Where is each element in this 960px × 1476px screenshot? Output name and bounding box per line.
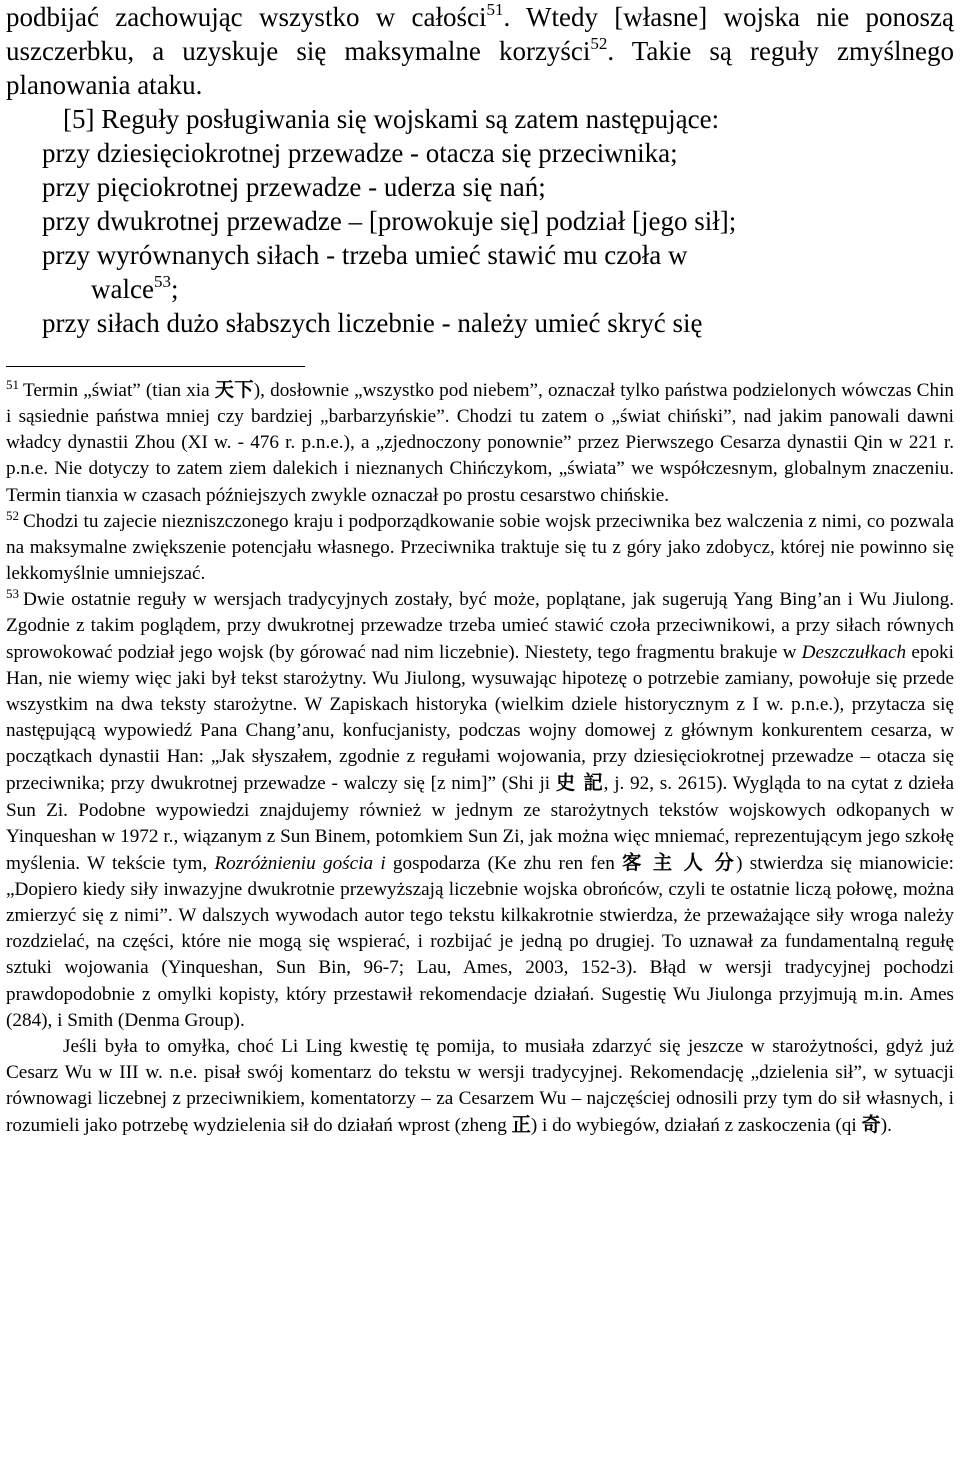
continuation-text-c: ). [880,1115,892,1137]
footnote-53-text-c: , j. 92, s. 2615). Wygląda to na cytat z dzieła Sun Zi. Podobne wypowiedzi znajdujemy również w jednym ze starożytnych tekstów wojskowych odkopanych w Yinqueshan w 1972 r., wiązanym z Sun Binem, potomkiem Sun Zi, jak można więc mniemać, reprezentującym jego szkołę myślenia. W tekście tym, [6,773,954,874]
continuation-chinese-zheng: 正 [511,1113,531,1137]
opening-paragraph [6,0,954,102]
footnote-ref-53[interactable]: 53 [153,272,171,291]
footnote-52 [6,509,954,587]
rule-line-walce [6,272,954,306]
footnotes-section [6,377,954,1140]
footnote-52-number: 52 [6,507,19,523]
document-page [6,0,954,1140]
rule-line-tenfold: przy dziesięciokrotnej przewadze - otacza się przeciwnika; [42,138,678,168]
footnote-53-text-d: gospodarza (Ke zhu ren fen [385,852,623,874]
continuation-chinese-qi: 奇 [861,1113,881,1137]
continuation-text-a: Jeśli była to omyłka, choć Li Ling kwestię tę pomija, to musiała zdarzyć się jeszcze w starożytności, gdyż już Cesarz Wu w III w. n.e. pisał swój komentarz do tekstu w wersji tradycyjnej. Rekomendację „dzielenia sił”, w sytuacji równowagi liczebnej z przeciwnikiem, komentatorzy – za Cesarzem Wu – najczęściej odnosili przy tym do sił własnych, i rozumieli jako potrzebę wydzielenia sił do działań wprost (zheng [6,1035,954,1137]
footnote-53-number: 53 [6,586,19,602]
rule-line-fivefold: przy pięciokrotnej przewadze - uderza się nań; [42,172,546,202]
footnote-53-text-a: Dwie ostatnie reguły w wersjach tradycyjnych zostały, być może, poplątane, jak sugerują Yang Bing’an i Wu Jiulong. Zgodnie z takim poglądem, przy dwukrotnej przewadze trzeba umieć stawić czoła przeciwnikowi, a przy siłach równych sprowokować podział jego wojsk (by górować nad nim liczebnie). Niestety, tego fragmentu brakuje w [6,589,954,663]
footnote-53 [6,587,954,1034]
footnote-53-text-b: epoki Han, nie wiemy więc jaki był tekst starożytny. Wu Jiulong, wysuwając hipotezę o potrzebie zamiany, powołuje się przede wszystkim na dwa teksty starożytne. W Zapiskach historyka (wielkim dziele historycznym z I w. p.n.e.), przytacza się następującą wypowiedź Pana Chang’anu, konfucjanisty, podczas wojny domowej z głównym konkurentem cesarza, w początkach dynastii Han: „Jak słyszałem, zgodnie z regułami wojowania, przy dziesięciokrotnej przewadze – otacza się przeciwnika; przy dwukrotnej przewadze - walczy się [z nim]” (Shi ji [6,641,954,795]
footnote-53-chinese-kezhu: 客 主 人 分 [622,850,737,874]
rule-line-twofold: przy dwukrotnej przewadze – [prowokuje się] podział [jego sił]; [42,206,737,236]
footnote-53-title-deszczulki: Deszczułkach [801,641,907,663]
footnote-51-text-a: Termin „świat” (tian xia [23,380,215,401]
footnote-53-continuation [6,1034,954,1140]
footnote-51-chinese: 天下 [214,378,254,401]
rules-intro-line: [5] Reguły posługiwania się wojskami są zatem następujące: [63,104,720,134]
continuation-text-b: ) i do wybiegów, działań z zaskoczenia (qi [530,1115,862,1137]
footnote-53-text-e: ) stwierdza się mianowicie: „Dopiero kiedy siły inwazyjne dwukrotnie przewyższają liczebnie wojska obrońców, czyli te ostatnie liczą połowę, można zmierzyć się z nimi”. W dalszych wywodach autor tego tekstu kilkakrotnie stwierdza, że przeważające siły wroga należy rozdzielać, na części, które nie mogą się wspierać, i rozbijać je jedną po drugiej. To uznawał za fundamentalną regułę sztuki wojowania (Yinqueshan, Sun Bin, 96-7; Lau, Ames, 2003, 152-3). Błąd w wersji tradycyjnej pochodzi prawdopodobnie z omylki kopisty, który przestawił rekomendacje działań. Sugestię Wu Jiulonga przyjmują m.in. Ames (284), i Smith (Denma Group). [6,852,954,1031]
opening-text-b: . Wtedy [własne] wojska nie ponoszą uszczerbku, a uzyskuje się maksymalne korzyści [6,2,954,66]
opening-text-c: . Takie są reguły zmyślnego planowania ataku. [6,36,954,100]
rule-line-equal: przy wyrównanych siłach - trzeba umieć stawić mu czoła w [42,240,688,270]
footnote-53-chinese-shiji: 史 記 [555,771,604,795]
footnote-ref-51[interactable]: 51 [486,0,504,19]
rule-line-weaker: przy siłach dużo słabszych liczebnie - należy umieć skryć się [42,308,703,338]
walce-text: walce [91,274,154,304]
footnote-51-number: 51 [6,377,19,392]
opening-text-a: podbijać zachowując wszystko w całości [6,2,487,32]
footnote-51 [6,377,954,509]
main-text [6,0,954,340]
footnote-ref-52[interactable]: 52 [590,34,608,53]
footnote-separator [6,366,305,367]
footnote-53-title-rozroznienie: Rozróżnieniu gościa i [214,852,386,874]
footnote-52-text: Chodzi tu zajecie niezniszczonego kraju i podporządkowanie sobie wojsk przeciwnika bez walczenia z nimi, co pozwala na maksymalne zwiększenie potencjału własnego. Przeciwnika traktuje się tu z góry jako zdobycz, której nie powinno się lekkomyślnie umniejszać. [6,510,954,585]
footnote-51-text-b: ), dosłownie „wszystko pod niebem”, oznaczał tylko państwa podzielonych wówczas Chin i sąsiednie państwa mniej czy bardziej „barbarzyńskie”. Chodzi tu zatem o „świat chiński”, nad jakim panowali dawni władcy dynastii Zhou (XI w. - 476 r. p.n.e.), a „zjednoczony ponownie” przez Pierwszego Cesarza dynastii Qin w 221 r. p.n.e. Nie dotyczy to zatem ziem dalekich i nieznanych Chińczykom, „świata” we współczesnym, globalnym znaczeniu. Termin tianxia w czasach późniejszych zwykle oznaczał po prostu cesarstwo chińskie. [6,380,955,506]
walce-after: ; [170,274,179,304]
